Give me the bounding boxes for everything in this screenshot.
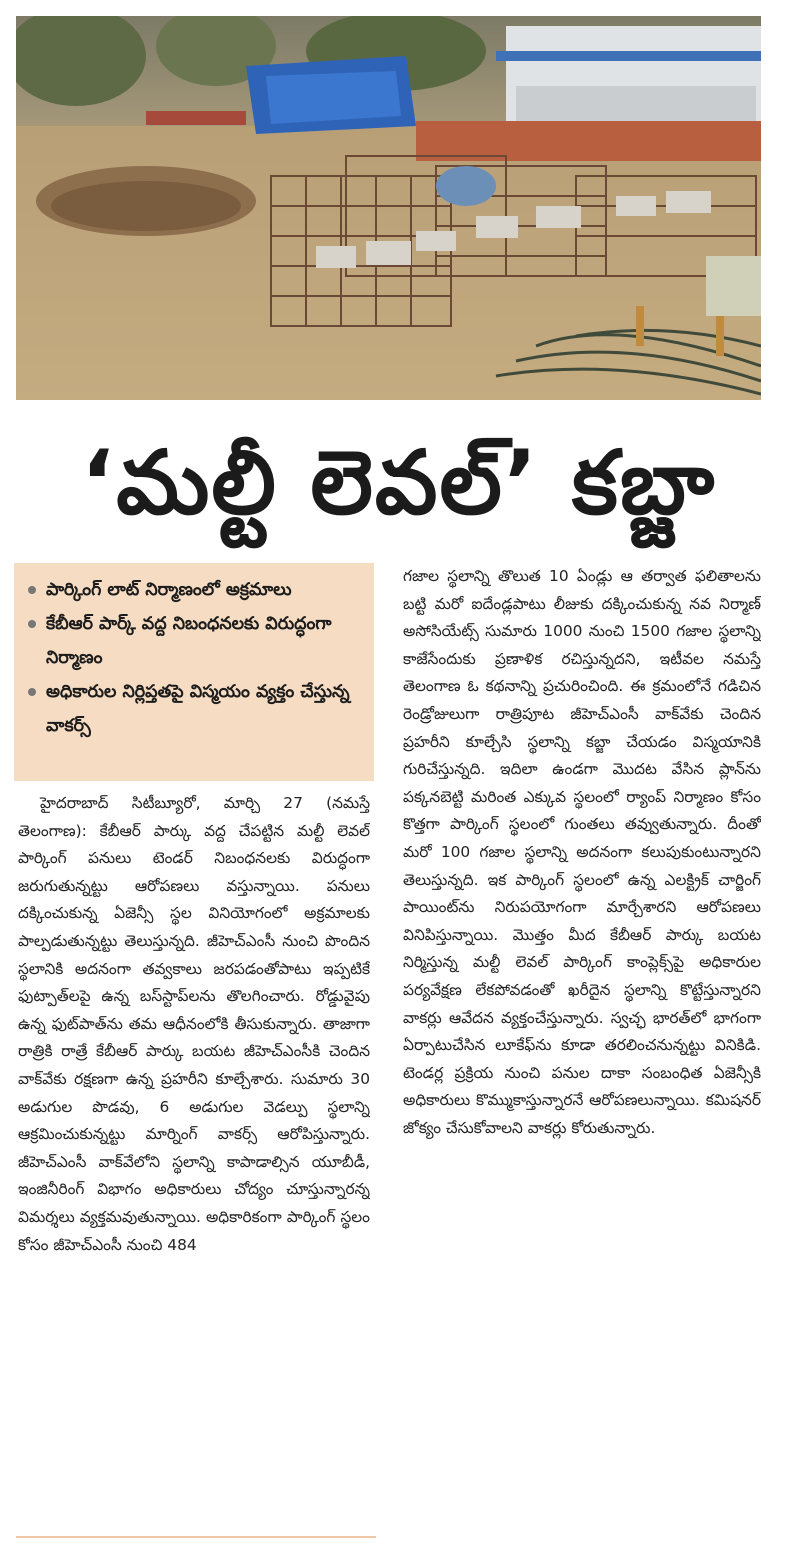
highlight-item xyxy=(24,607,366,675)
bullet-icon xyxy=(28,620,36,628)
article-paragraph: గజాల స్థలాన్ని తొలుత 10 ఏండ్లు ఆ తర్వాత ఫలితాలను బట్టి మరో ఐదేండ్లపాటు లీజుకు దక్కించుకున్న నవ నిర్మాణ్ అసోసియేట్స్ సుమారు 1000 నుంచి 1500 గజాల స్థలాన్ని కాజేసేందుకు ప్రణాళిక రచిస్తున్నదని, ఇటీవల నమస్తే తెలంగాణ ఓ కథనాన్ని ప్రచురించింది. ఈ క్రమంలోనే గడిచిన రెండ్రోజులుగా రాత్రిపూట జీహెచ్ఎంసీ వాక్‌వేకు చెందిన ప్రహరీని కూల్చేసి స్థలాన్ని కబ్జా చేయడం విస్మయానికి గురిచేస్తున్నది. ఇదిలా ఉండగా మొదట వేసిన ప్లాన్‌ను పక్కనబెట్టి మరింత ఎక్కువ స్థలంలో ర్యాంప్ నిర్మాణం కోసం కొత్తగా పార్కింగ్ స్థలంలో గుంతలు తవ్వుతున్నారు. దీంతో మరో 100 గజాల స్థలాన్ని అదనంగా కలుపుకుంటున్నారని తెలుస్తున్నది. ఇక పార్కింగ్ స్థలంలో ఉన్న ఎలక్ట్రిక్ చార్జింగ్ పాయింట్‌ను నిరుపయోగంగా మార్చేశారని ఆరోపణలు వినిపిస్తున్నాయి. మొత్తం మీద కేబీఆర్ పార్కు బయట నిర్మిస్తున్న మల్టీ లెవల్ పార్కింగ్ కాంప్లెక్స్‌పై అధికారుల పర్యవేక్షణ లేకపోవడంతో ఖరీదైన స్థలాన్ని కొట్టేస్తున్నారని వాకర్లు ఆవేదన వ్యక్తంచేస్తున్నారు. స్వచ్ఛ భారత్‌లో భాగంగా ఏర్పాటుచేసిన లూకేఫ్‌ను కూడా తరలించనున్నట్టు వినికిడి. టెండర్ల ప్రక్రియ నుంచి పనుల దాకా సంబంధిత ఏజెన్సీకి అధికారులు కొమ్ముకాస్తున్నారనే ఆరోపణలున్నాయి. కమిషనర్ జోక్యం చేసుకోవాలని వాకర్లు కోరుతున్నారు. xyxy=(403,567,761,1137)
bottom-rule xyxy=(16,1536,376,1538)
bullet-icon xyxy=(28,688,36,696)
article-paragraph: హైదరాబాద్ సిటీబ్యూరో, మార్చి 27 (నమస్తే తెలంగాణ): కేబీఆర్ పార్కు వద్ద చేపట్టిన మల్టీ లెవల్ పార్కింగ్ పనులు టెండర్ నిబంధనలకు విరుద్ధంగా జరుగుతున్నట్టు ఆరోపణలు వస్తున్నాయి. పనులు దక్కించుకున్న ఏజెన్సీ స్థల వినియోగంలో అక్రమాలకు పాల్పడుతున్నట్టు తెలుస్తున్నది. జీహెచ్ఎంసీ నుంచి పొందిన స్థలానికి అదనంగా తవ్వకాలు జరపడంతోపాటు ఇప్పటికే ఫుట్పాత్‌లపై ఉన్న బస్‌స్టాప్‌లను తొలగించారు. రోడ్డువైపు ఉన్న ఫుట్‌పాత్‌ను తమ ఆధీనంలోకి తీసుకున్నారు. తాజాగా రాత్రికి రాత్రే కేబీఆర్ పార్కు బయట జీహెచ్ఎంసీకి చెందిన వాక్‌వేకు రక్షణగా ఉన్న ప్రహరీని కూల్చేశారు. సుమారు 30 అడుగుల పొడవు, 6 అడుగుల వెడల్పు స్థలాన్ని ఆక్రమించుకున్నట్టు మార్నింగ్ వాకర్స్ ఆరోపిస్తున్నారు. జీహెచ్ఎంసీ వాక్‌వేలోని స్థలాన్ని కాపాడాల్సిన యూబీడీ, ఇంజినీరింగ్ విభాగం అధికారులు చోద్యం చూస్తున్నారన్న విమర్శలు వ్యక్తమవుతున్నాయి. అధికారికంగా పార్కింగ్ స్థలం కోసం జీహెచ్ఎంసీ నుంచి 484 xyxy=(18,794,370,1254)
highlight-item xyxy=(24,675,366,743)
highlight-text: పార్కింగ్ లాట్ నిర్మాణంలో అక్రమాలు xyxy=(46,580,292,600)
construction-site-image xyxy=(16,16,761,400)
highlight-item xyxy=(24,573,366,607)
article-left-column xyxy=(18,790,370,1530)
bullet-icon xyxy=(28,586,36,594)
highlights-box xyxy=(14,563,374,781)
article-right-column xyxy=(403,563,761,1531)
highlight-text: అధికారుల నిర్లిప్తతపై విస్మయం వ్యక్తం చేస్తున్న వాకర్స్ xyxy=(46,682,350,736)
construction-site-photo xyxy=(16,16,761,400)
highlight-text: కేబీఆర్ పార్క్ వద్ద నిబంధనలకు విరుద్ధంగా నిర్మాణం xyxy=(46,614,332,668)
headline: ‘మల్టీ లెవల్’ కబ్జా xyxy=(80,431,717,534)
